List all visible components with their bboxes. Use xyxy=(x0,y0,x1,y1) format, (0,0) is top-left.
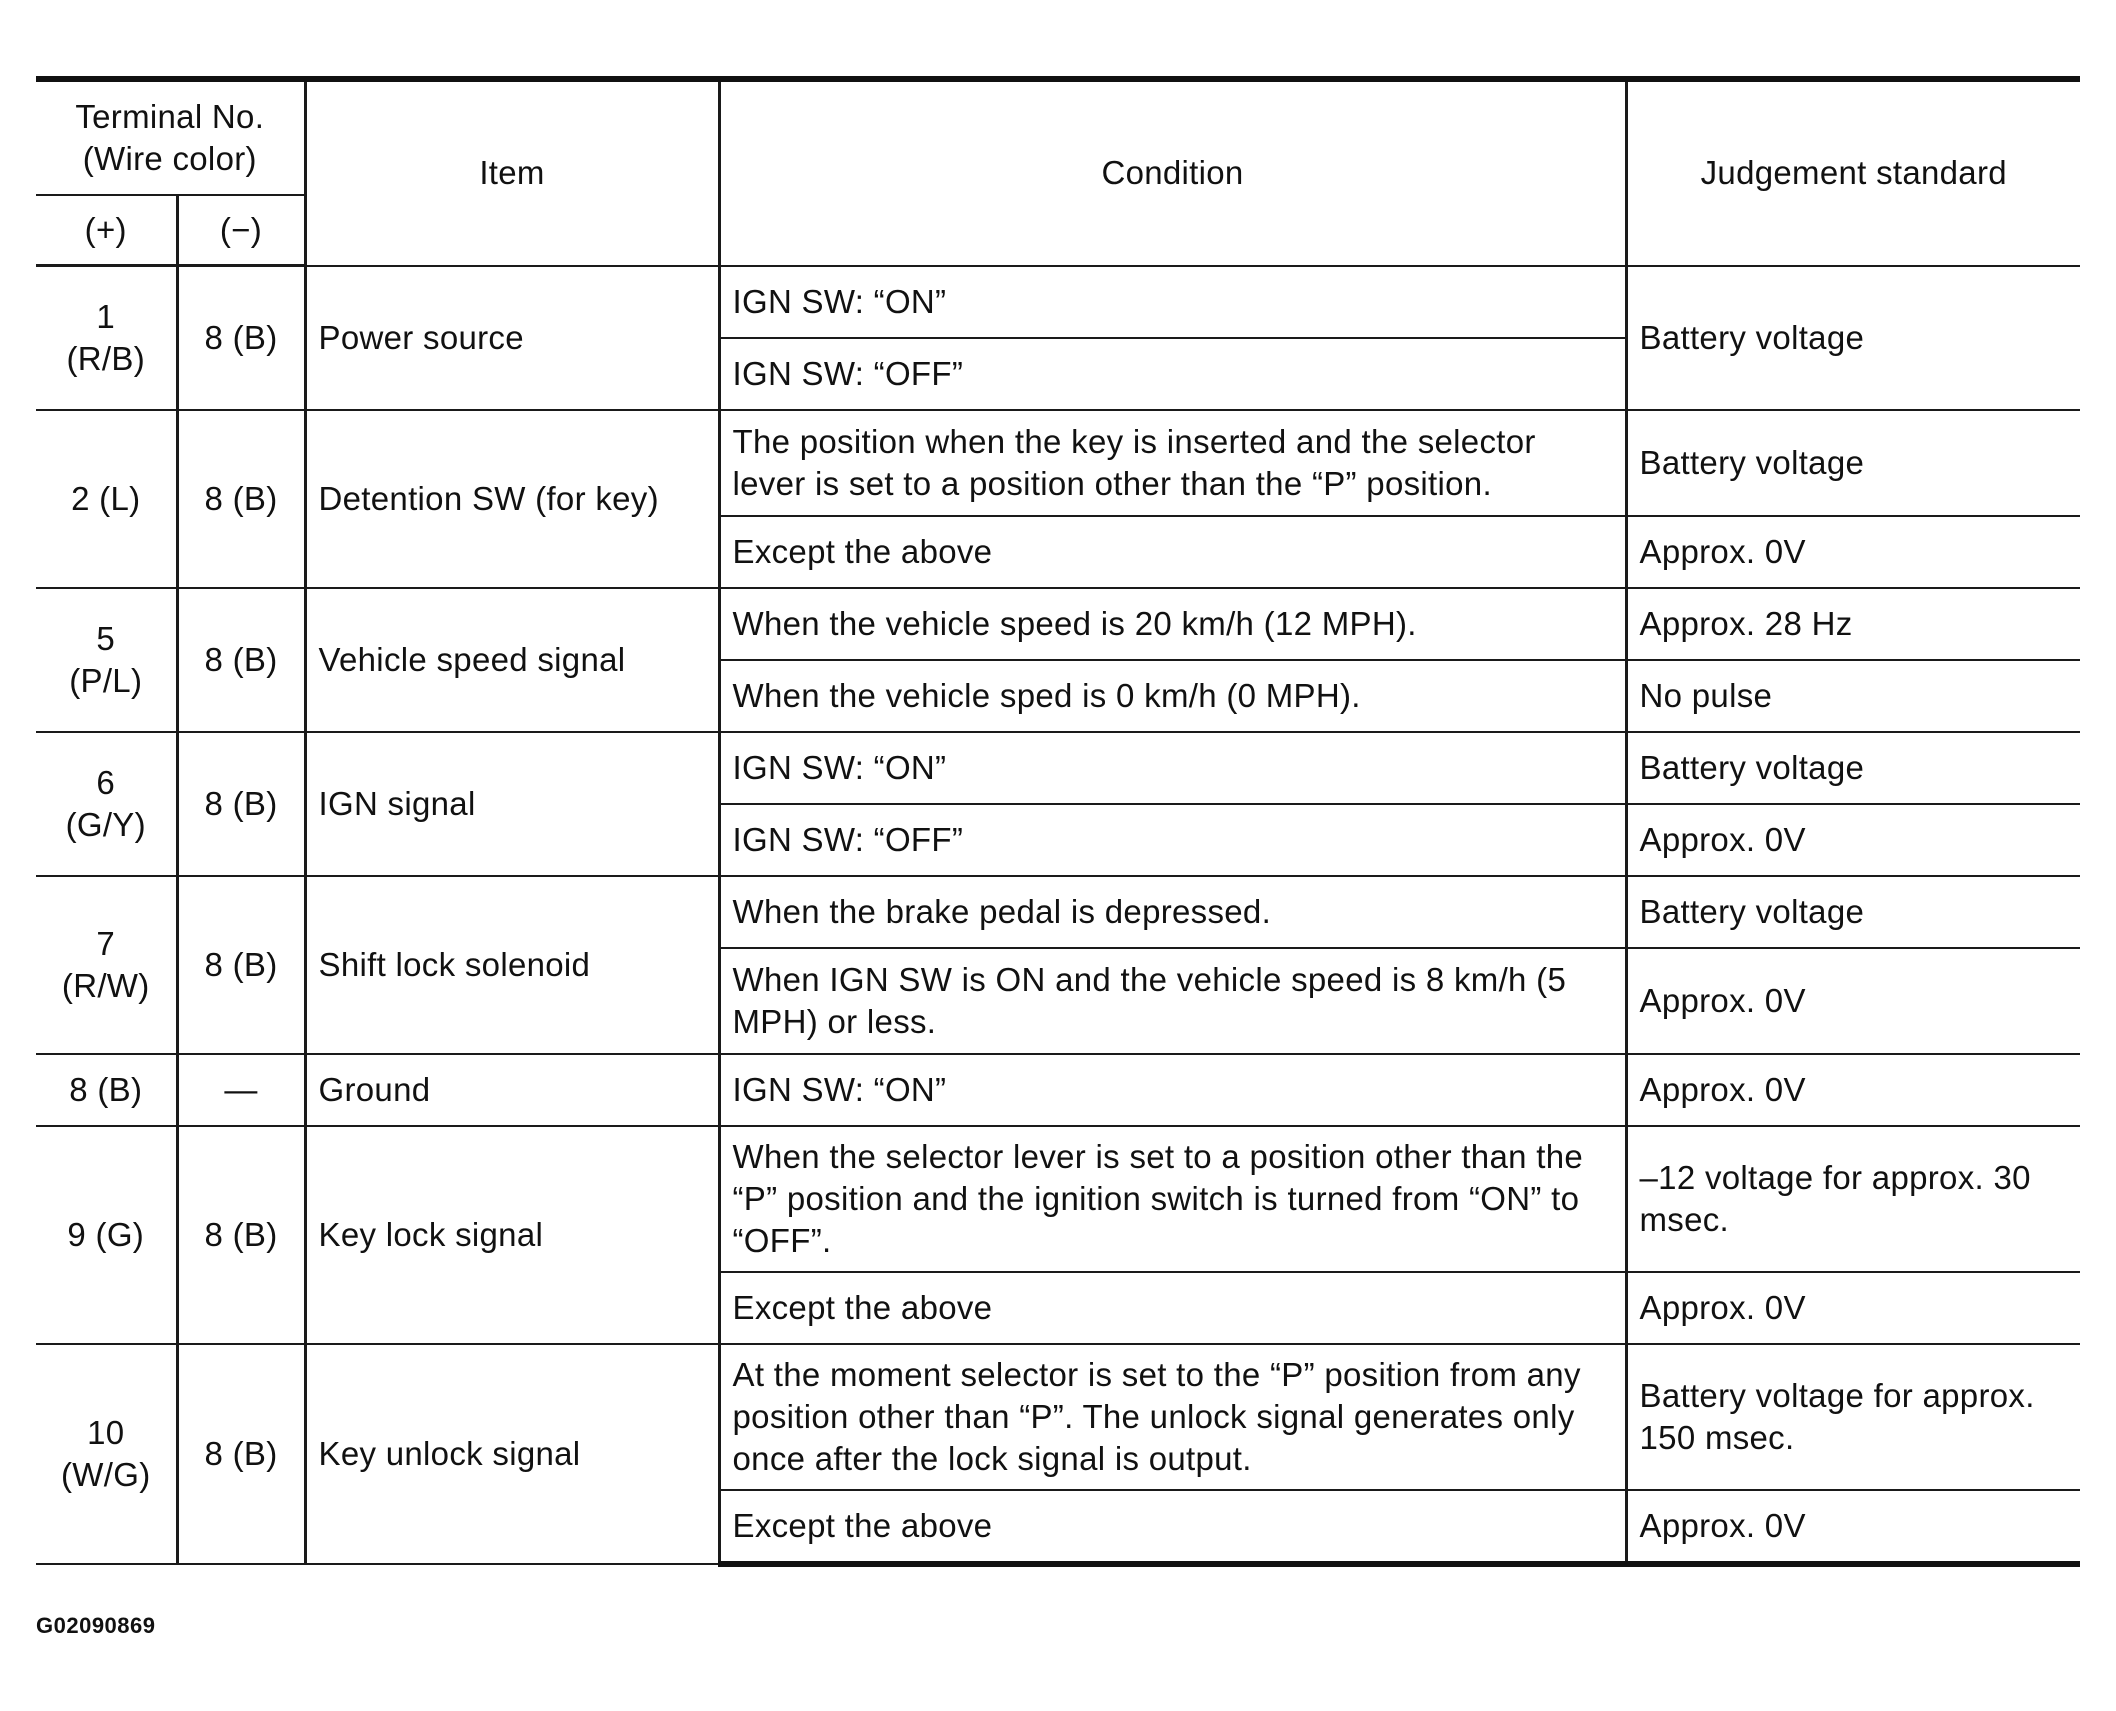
condition-cell: The position when the key is inserted and the selector lever is set to a position other than the “P” position. xyxy=(719,410,1626,516)
terminal-plus-cell: 8 (B) xyxy=(36,1054,177,1126)
judgement-cell: Approx. 0V xyxy=(1626,516,2080,588)
condition-cell: At the moment selector is set to the “P” position from any position other than “P”. The unlock signal generates only once after the lock signal is output. xyxy=(719,1344,1626,1490)
table-body xyxy=(36,266,2080,1564)
terminal-plus-cell: 6 (G/Y) xyxy=(36,732,177,876)
judgement-cell: Battery voltage xyxy=(1626,732,2080,804)
terminal-minus-cell: 8 (B) xyxy=(177,732,305,876)
terminal-plus-cell: 1 (R/B) xyxy=(36,266,177,410)
terminal-minus-cell: 8 (B) xyxy=(177,1344,305,1564)
terminal-plus-cell: 2 (L) xyxy=(36,410,177,588)
terminal-plus-cell: 5 (P/L) xyxy=(36,588,177,732)
terminal-plus-cell: 7 (R/W) xyxy=(36,876,177,1054)
item-cell: Detention SW (for key) xyxy=(305,410,719,588)
header-minus: (−) xyxy=(177,195,305,266)
condition-cell: When the selector lever is set to a position other than the “P” position and the ignition switch is turned from “ON” to “OFF”. xyxy=(719,1126,1626,1272)
terminal-minus-cell: — xyxy=(177,1054,305,1126)
header-judgement: Judgement standard xyxy=(1626,79,2080,266)
item-cell: IGN signal xyxy=(305,732,719,876)
judgement-cell: Approx. 0V xyxy=(1626,804,2080,876)
header-condition: Condition xyxy=(719,79,1626,266)
item-cell: Key lock signal xyxy=(305,1126,719,1344)
table-row xyxy=(36,1344,2080,1490)
table-row xyxy=(36,1126,2080,1272)
table-row xyxy=(36,1054,2080,1126)
table-row xyxy=(36,266,2080,338)
terminal-minus-cell: 8 (B) xyxy=(177,410,305,588)
terminal-table xyxy=(36,76,2080,1567)
judgement-cell: –12 voltage for approx. 30 msec. xyxy=(1626,1126,2080,1272)
condition-cell: Except the above xyxy=(719,516,1626,588)
table-row xyxy=(36,732,2080,804)
judgement-cell: Battery voltage for approx. 150 msec. xyxy=(1626,1344,2080,1490)
condition-cell: IGN SW: “ON” xyxy=(719,732,1626,804)
terminal-minus-cell: 8 (B) xyxy=(177,876,305,1054)
judgement-cell: Battery voltage xyxy=(1626,876,2080,948)
header-terminal-line1: Terminal No. xyxy=(75,98,265,135)
terminal-minus-cell: 8 (B) xyxy=(177,588,305,732)
condition-cell: IGN SW: “ON” xyxy=(719,1054,1626,1126)
judgement-cell: Battery voltage xyxy=(1626,266,2080,410)
header-item: Item xyxy=(305,79,719,266)
condition-cell: IGN SW: “OFF” xyxy=(719,804,1626,876)
item-cell: Power source xyxy=(305,266,719,410)
item-cell: Shift lock solenoid xyxy=(305,876,719,1054)
judgement-cell: Battery voltage xyxy=(1626,410,2080,516)
condition-cell: IGN SW: “OFF” xyxy=(719,338,1626,410)
item-cell: Key unlock signal xyxy=(305,1344,719,1564)
header-terminal-no xyxy=(36,79,305,195)
condition-cell: When the vehicle speed is 20 km/h (12 MPH). xyxy=(719,588,1626,660)
table-row xyxy=(36,876,2080,948)
item-cell: Ground xyxy=(305,1054,719,1126)
table-header xyxy=(36,79,2080,266)
judgement-cell: Approx. 0V xyxy=(1626,1490,2080,1564)
condition-cell: Except the above xyxy=(719,1272,1626,1344)
figure-id-label: G02090869 xyxy=(36,1613,156,1638)
condition-cell: IGN SW: “ON” xyxy=(719,266,1626,338)
header-plus: (+) xyxy=(36,195,177,266)
judgement-cell: Approx. 0V xyxy=(1626,1272,2080,1344)
terminal-minus-cell: 8 (B) xyxy=(177,266,305,410)
header-terminal-line2: (Wire color) xyxy=(82,140,257,177)
item-cell: Vehicle speed signal xyxy=(305,588,719,732)
condition-cell: Except the above xyxy=(719,1490,1626,1564)
judgement-cell: Approx. 0V xyxy=(1626,1054,2080,1126)
terminal-minus-cell: 8 (B) xyxy=(177,1126,305,1344)
judgement-cell: Approx. 0V xyxy=(1626,948,2080,1054)
terminal-plus-cell: 10 (W/G) xyxy=(36,1344,177,1564)
condition-cell: When the vehicle sped is 0 km/h (0 MPH). xyxy=(719,660,1626,732)
terminal-spec-sheet xyxy=(36,76,2080,1567)
terminal-plus-cell: 9 (G) xyxy=(36,1126,177,1344)
judgement-cell: No pulse xyxy=(1626,660,2080,732)
condition-cell: When IGN SW is ON and the vehicle speed is 8 km/h (5 MPH) or less. xyxy=(719,948,1626,1054)
table-row xyxy=(36,410,2080,516)
judgement-cell: Approx. 28 Hz xyxy=(1626,588,2080,660)
table-row xyxy=(36,588,2080,660)
condition-cell: When the brake pedal is depressed. xyxy=(719,876,1626,948)
